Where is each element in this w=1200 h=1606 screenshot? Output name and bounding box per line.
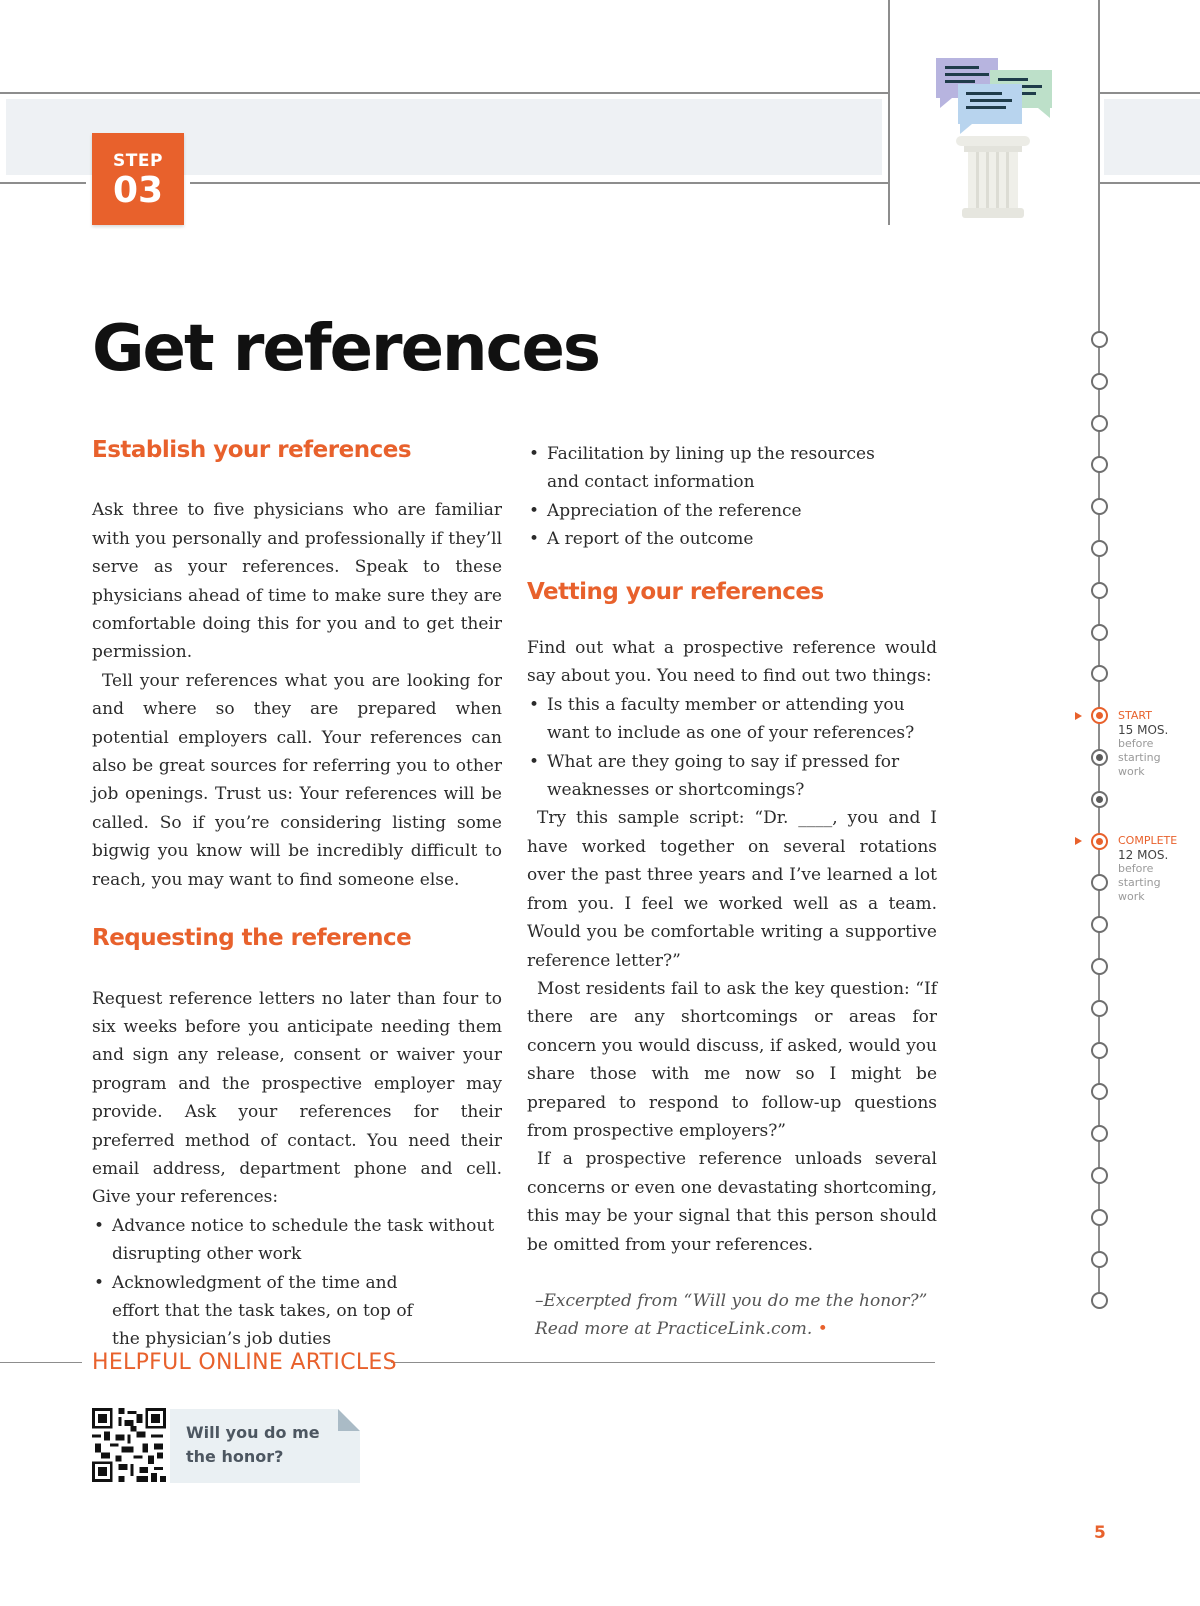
complete-line-2: starting [1118,876,1161,889]
right-column [527,440,937,1344]
timeline-node [1091,1167,1108,1184]
establish-heading: Establish your references [92,437,412,463]
article-title[interactable]: Will you do me the honor? [186,1423,320,1466]
list-item: • What are they going to say if pressed for weaknesses or shortcomings? [527,748,937,805]
start-line-1: before [1118,737,1154,750]
vetting-paragraph-1: Try this sample script: “Dr. ____, you and I have worked together on several rotations over the past three years and I’ve learned a lot from you. I feel we worked well as a team. Would you be comfortable writing a supportive reference letter?” [527,808,937,971]
list-item: • Acknowledgment of the time and effort that the task takes, on top of the physician’s job duties [92,1269,502,1354]
timeline-complete-label [1118,834,1177,904]
helpful-heading: HELPFUL ONLINE ARTICLES [92,1350,397,1375]
timeline-node [1091,1042,1108,1059]
requesting-heading: Requesting the reference [92,925,412,952]
vetting-intro: Find out what a prospective reference would say about you. You need to find out two things: [527,638,937,687]
timeline-node [1091,958,1108,975]
establish-paragraph-2: Tell your references what you are looking for and where so they are prepared when potential employers call. Your references can also be great sources for referring you to other job openings. Trust us: Your references will be called. So if you’re considering listing some bigwig you know will be incredibly difficult to reach, you may want to find someone else. [92,670,502,890]
start-arrow-icon [1075,712,1082,720]
start-line-2: starting [1118,751,1161,764]
header-rule-top-right [1098,92,1200,94]
header-band-right [1104,99,1200,175]
start-label: START [1118,709,1152,722]
requesting-bullets [92,1212,502,1354]
timeline-node [1091,833,1108,850]
timeline-node [1091,373,1108,390]
timeline-node [1091,540,1108,557]
requesting-paragraph: Request reference letters no later than four to six weeks before you anticipate needing them and sign any release, consent or waiver your program and the prospective employer may provide. Ask your references for their preferred method of contact. You need their email address, department phone and cell. Give your references: [92,988,502,1208]
timeline-node [1091,624,1108,641]
credit-line-2: Read more at PracticeLink.com. [535,1319,813,1340]
vetting-heading: Vetting your references [527,578,824,605]
timeline-node [1091,665,1108,682]
requesting-bullets-continued [527,440,937,554]
timeline-track [1098,0,1100,1302]
page-number: 5 [1094,1523,1106,1543]
page-title: Get references [92,312,599,386]
article-link-card[interactable] [170,1409,360,1483]
header-rule-bottom [190,182,890,184]
timeline-node [1091,707,1108,724]
timeline-node [1091,874,1108,891]
pillar-icon [956,136,1030,218]
timeline-node [1091,1000,1108,1017]
header-rule-top [0,92,890,94]
start-months: 15 MOS. [1118,723,1169,737]
complete-label: COMPLETE [1118,834,1178,847]
vetting-paragraph-3: If a prospective reference unloads several concerns or even one devastating shortcoming, this may be your signal that this person should be omitted from your references. [527,1149,937,1255]
complete-line-3: work [1118,890,1145,903]
timeline-node [1091,1083,1108,1100]
helpful-rule-right [391,1362,935,1363]
excerpt-credit [527,1287,937,1344]
vetting-bullets [527,691,937,805]
timeline-node [1091,916,1108,933]
step-badge [92,133,184,225]
timeline-node [1091,331,1108,348]
list-item: • Facilitation by lining up the resources and contact information [527,440,937,497]
timeline-start-label [1118,709,1168,779]
speech-bubble-blue-icon [958,84,1022,134]
timeline-node [1091,456,1108,473]
end-mark: • [817,1319,828,1340]
step-label: STEP [113,151,163,171]
complete-line-1: before [1118,862,1154,875]
list-item: • A report of the outcome [527,525,937,553]
timeline-node [1091,1251,1108,1268]
timeline-node [1091,791,1108,808]
credit-line-1: –Excerpted from “Will you do me the honor?” [535,1290,928,1311]
helpful-rule-left [0,1362,82,1363]
timeline-node [1091,1209,1108,1226]
timeline-node [1091,415,1108,432]
start-line-3: work [1118,765,1145,778]
speech-bubbles-pillar-illustration [930,52,1060,224]
timeline-node [1091,1125,1108,1142]
qr-code-icon[interactable] [92,1408,166,1482]
header-rule-bottom-right [1098,182,1200,184]
header-divider [888,0,890,225]
list-item: • Appreciation of the reference [527,497,937,525]
list-item: • Advance notice to schedule the task without disrupting other work [92,1212,502,1269]
vetting-paragraph-2: Most residents fail to ask the key question: “If there are any shortcomings or areas for concern you would discuss, if asked, would you share those with me now so I might be prepared to respond to follow-up questions from prospective employers?” [527,978,937,1141]
timeline-node [1091,582,1108,599]
step-number: 03 [112,170,164,211]
page-fold-icon [338,1409,360,1431]
left-column [92,436,502,1354]
timeline-node [1091,1292,1108,1309]
establish-paragraph-1: Ask three to five physicians who are familiar with you personally and professionally if they’ll serve as your references. Speak to these physicians ahead of time to make sure they are comfortable doing this for you and to get their permission. [92,500,502,663]
complete-months: 12 MOS. [1118,848,1169,862]
list-item: • Is this a faculty member or attending you want to include as one of your references? [527,691,937,748]
timeline-node [1091,749,1108,766]
header-rule-bottom-left [0,182,86,184]
timeline-node [1091,498,1108,515]
complete-arrow-icon [1075,837,1082,845]
